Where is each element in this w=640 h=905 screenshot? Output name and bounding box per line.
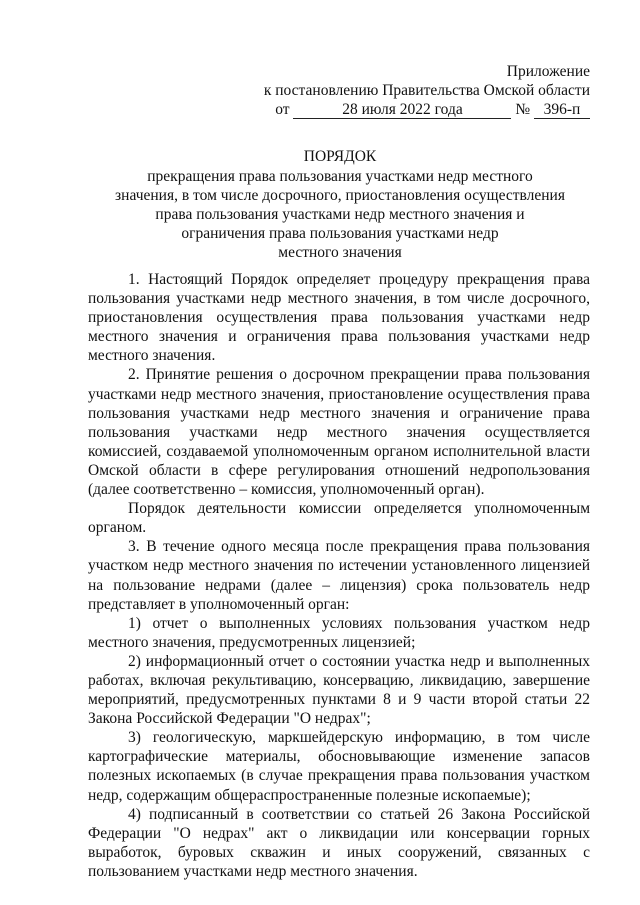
- document-title: [70, 147, 610, 262]
- appendix-header: [260, 62, 590, 119]
- number-prefix: №: [515, 101, 531, 118]
- paragraph: 3) геологическую, маркшейдерскую информацию, в том числе картографические материалы, обосновывающие изменение запасов полезных ископаемых (в случае прекращения права пользования участком недр, содержащим общераспространенные полезные ископаемые);: [88, 729, 590, 804]
- title-heading: ПОРЯДОК: [303, 148, 377, 165]
- title-line: прекращения права пользования участками недр местного: [147, 168, 533, 185]
- title-line: значения, в том числе досрочного, приостановления осуществления: [115, 187, 565, 204]
- paragraph: Порядок деятельности комиссии определяется уполномоченным органом.: [88, 500, 590, 537]
- document-body: [88, 270, 590, 881]
- date-value: 28 июля 2022 года: [293, 101, 511, 119]
- appendix-reference: к постановлению Правительства Омской области: [263, 82, 590, 99]
- paragraph: 3. В течение одного месяца после прекращения права пользования участком недр местного значения по истечении установленного лицензией на пользование недрами (далее – лицензия) срока пользователь недр представляет в уполномоченный орган:: [88, 538, 590, 613]
- paragraph: 1) отчет о выполненных условиях пользования участком недр местного значения, предусмотренных лицензией;: [88, 614, 590, 651]
- appendix-date-line: [260, 100, 590, 119]
- date-prefix: от: [275, 101, 290, 118]
- title-line: ограничения права пользования участками недр: [181, 225, 499, 242]
- paragraph: 4) подписанный в соответствии со статьей 26 Закона Российской Федерации "О недрах" акт о ликвидации или консервации горных выработок, буровых скважин и иных сооружений, связанных с пользованием участками недр местного значения.: [88, 805, 590, 880]
- title-line: местного значения: [278, 244, 402, 261]
- paragraph: 1. Настоящий Порядок определяет процедуру прекращения права пользования участками недр местного значения, в том числе досрочного, приостановления осуществления права пользования участками недр местного значения и ограничения права пользования участками недр местного значения.: [88, 271, 590, 365]
- title-line: права пользования участками недр местного значения и: [155, 206, 525, 223]
- paragraph: 2) информационный отчет о состоянии участка недр и выполненных работах, включая рекультивацию, консервацию, ликвидацию, завершение мероприятий, предусмотренных пунктами 8 и 9 части второй статьи 22 Закона Российской Федерации "О недрах";: [88, 652, 590, 728]
- appendix-label: Приложение: [506, 63, 590, 80]
- number-value: 396-п: [534, 101, 590, 119]
- paragraph: 2. Принятие решения о досрочном прекращении права пользования участками недр местного значения, приостановление осуществления права пользования участками недр местного значения и ограничение права пользования участками недр местного значения осуществляется комиссией, создаваемой уполномоченным органом исполнительной власти Омской области в сфере регулирования отношений недропользования (далее соответственно – комиссия, уполномоченный орган).: [88, 366, 590, 499]
